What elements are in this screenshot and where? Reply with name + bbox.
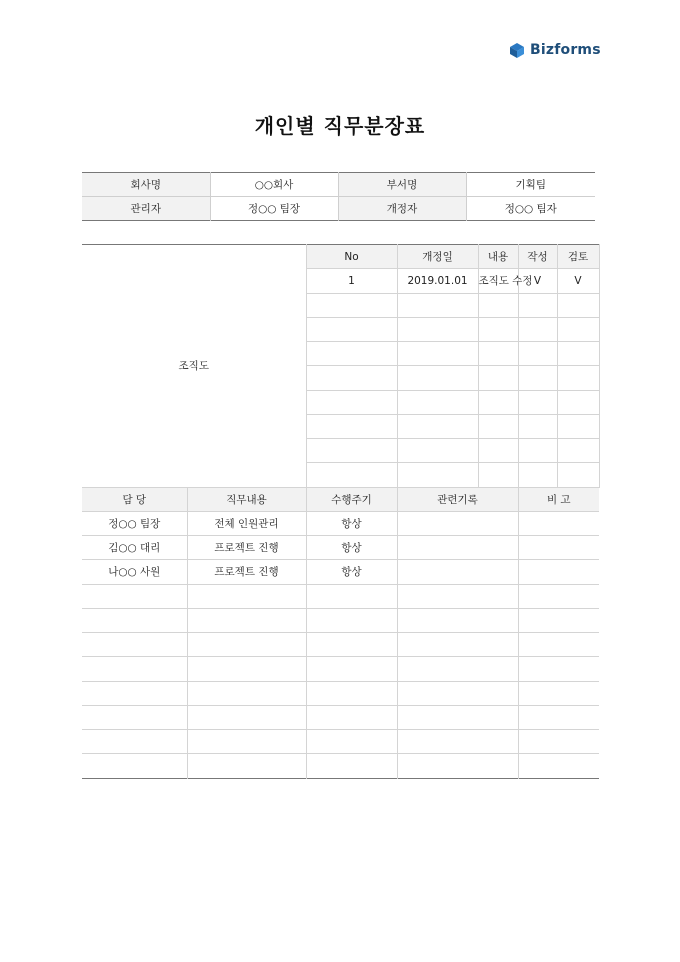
duty-note	[518, 560, 599, 584]
record-header: 관련기록	[397, 487, 518, 511]
rev-no	[306, 342, 397, 366]
rev-content	[478, 342, 518, 366]
duty-row	[82, 681, 599, 705]
duty-note	[518, 608, 599, 632]
rev-author-check	[518, 317, 557, 341]
org-chart-area: 조직도	[178, 360, 209, 373]
duty-note	[518, 657, 599, 681]
rev-no	[306, 439, 397, 463]
duty-record	[397, 584, 518, 608]
duty-row	[82, 657, 599, 681]
duty-note	[518, 536, 599, 560]
duty-record	[397, 608, 518, 632]
rev-review-check	[557, 390, 599, 414]
duty-header-row	[82, 487, 599, 511]
duty-row	[82, 633, 599, 657]
owner-header: 담 당	[82, 487, 187, 511]
manager-value: 정○○ 팀장	[210, 197, 338, 221]
rev-content: 조직도 수정	[478, 269, 518, 293]
duty-owner	[82, 754, 187, 778]
duty-record	[397, 730, 518, 754]
rev-review-check: V	[557, 269, 599, 293]
duty-content	[187, 608, 306, 632]
duty-row	[82, 536, 599, 560]
duty-cycle: 항상	[306, 536, 397, 560]
duty-note	[518, 681, 599, 705]
rev-review-check	[557, 439, 599, 463]
rev-date	[397, 463, 478, 487]
duty-owner	[82, 730, 187, 754]
rev-date	[397, 414, 478, 438]
rev-date	[397, 342, 478, 366]
rev-review-check	[557, 293, 599, 317]
duty-content	[187, 633, 306, 657]
duty-record	[397, 681, 518, 705]
rev-content	[478, 414, 518, 438]
rev-author-check	[518, 390, 557, 414]
duty-content	[187, 657, 306, 681]
info-table	[82, 172, 595, 221]
rev-no	[306, 390, 397, 414]
duty-owner: 김○○ 대리	[82, 536, 187, 560]
info-row	[82, 173, 595, 197]
duty-cycle	[306, 730, 397, 754]
duty-cycle	[306, 705, 397, 729]
rev-author-check	[518, 366, 557, 390]
duty-owner: 나○○ 사원	[82, 560, 187, 584]
brand-name: Bizforms	[530, 42, 601, 58]
duty-record	[397, 536, 518, 560]
duty-content	[187, 681, 306, 705]
rev-no	[306, 463, 397, 487]
duty-row	[82, 705, 599, 729]
rev-no: 1	[306, 269, 397, 293]
rev-review-check	[557, 366, 599, 390]
rev-author-header: 작성	[518, 245, 557, 269]
cycle-header: 수행주기	[306, 487, 397, 511]
rev-author-check	[518, 463, 557, 487]
rev-review-check	[557, 463, 599, 487]
duty-owner	[82, 584, 187, 608]
duty-owner	[82, 681, 187, 705]
duty-row	[82, 511, 599, 535]
rev-content	[478, 390, 518, 414]
duty-record	[397, 754, 518, 778]
rev-author-check	[518, 414, 557, 438]
duty-row	[82, 608, 599, 632]
rev-date: 2019.01.01	[397, 269, 478, 293]
duty-note	[518, 705, 599, 729]
duty-owner	[82, 633, 187, 657]
rev-content-header: 내용	[478, 245, 518, 269]
duty-content	[187, 705, 306, 729]
reviser-value: 정○○ 팀자	[466, 197, 595, 221]
rev-date	[397, 293, 478, 317]
duty-row	[82, 584, 599, 608]
duty-cycle: 항상	[306, 560, 397, 584]
rev-author-check	[518, 342, 557, 366]
duty-record	[397, 705, 518, 729]
rev-author-check	[518, 439, 557, 463]
rev-review-check	[557, 342, 599, 366]
rev-content	[478, 366, 518, 390]
company-label: 회사명	[82, 173, 210, 197]
duty-note	[518, 633, 599, 657]
duty-cycle: 항상	[306, 511, 397, 535]
duty-content-header: 직무내용	[187, 487, 306, 511]
duty-note	[518, 730, 599, 754]
duty-cycle	[306, 681, 397, 705]
rev-date	[397, 390, 478, 414]
page-title: 개인별 직무분장표	[254, 114, 426, 138]
department-label: 부서명	[338, 173, 466, 197]
rev-author-check	[518, 293, 557, 317]
brand-logo	[508, 40, 601, 60]
duty-content	[187, 754, 306, 778]
duty-note	[518, 584, 599, 608]
duty-note	[518, 511, 599, 535]
rev-no	[306, 293, 397, 317]
rev-review-check	[557, 414, 599, 438]
reviser-label: 개정자	[338, 197, 466, 221]
duty-note	[518, 754, 599, 778]
info-row	[82, 197, 595, 221]
rev-no	[306, 414, 397, 438]
duty-row	[82, 560, 599, 584]
rev-review-header: 검토	[557, 245, 599, 269]
duty-content: 프로젝트 진행	[187, 536, 306, 560]
rev-date	[397, 439, 478, 463]
duty-cycle	[306, 754, 397, 778]
duty-record	[397, 633, 518, 657]
company-value: ○○회사	[210, 173, 338, 197]
duty-record	[397, 511, 518, 535]
duty-record	[397, 657, 518, 681]
note-header: 비 고	[518, 487, 599, 511]
duty-cycle	[306, 633, 397, 657]
bizforms-logo-icon	[508, 42, 526, 59]
duty-owner	[82, 608, 187, 632]
duty-cycle	[306, 608, 397, 632]
duty-row	[82, 730, 599, 754]
rev-review-check	[557, 317, 599, 341]
rev-content	[478, 293, 518, 317]
rev-content	[478, 439, 518, 463]
rev-no	[306, 317, 397, 341]
duty-cycle	[306, 657, 397, 681]
duty-content: 프로젝트 진행	[187, 560, 306, 584]
duty-owner	[82, 657, 187, 681]
duty-content	[187, 584, 306, 608]
duty-table	[82, 244, 599, 779]
rev-date	[397, 366, 478, 390]
duty-row	[82, 754, 599, 778]
revision-header-row	[82, 245, 599, 269]
rev-no	[306, 366, 397, 390]
duty-content	[187, 730, 306, 754]
rev-content	[478, 317, 518, 341]
rev-date-header: 개정일	[397, 245, 478, 269]
duty-owner: 정○○ 팀장	[82, 511, 187, 535]
rev-content	[478, 463, 518, 487]
manager-label: 관리자	[82, 197, 210, 221]
duty-content: 전체 인원관리	[187, 511, 306, 535]
duty-cycle	[306, 584, 397, 608]
rev-date	[397, 317, 478, 341]
duty-owner	[82, 705, 187, 729]
rev-no-header: No	[306, 245, 397, 269]
rev-author-check: V	[518, 269, 557, 293]
duty-record	[397, 560, 518, 584]
department-value: 기획팀	[466, 173, 595, 197]
